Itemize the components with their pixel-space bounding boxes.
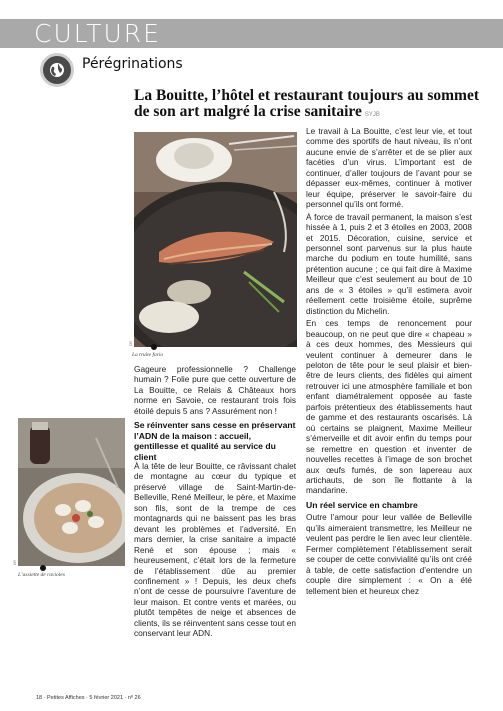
paragraph-tete-bouitte: À la tête de leur Bouitte, ce râvissant chalet de montagne au cœur du typique et préservé village de Saint-Martin-de-Belleville, René Meilleur, le père, et Maxime son fils, sont de la trempe de ces montagnards qui ne baissent pas les bras devant les problèmes et l’adversité. En mars dernier, la crise sanitaire a impacté René et son épouse ; mais « heureusement, c’était lors de la fermeture de l’établissement dûe au premier confinement » ! Depuis, les deux chefs n’ont de cesse de poursuivre l’aventure de leur maison. Et contre vents et marées, ou plutôt tempêtes de neige et absences de clients, ils se réinventent sans cesse tout en conservant leur ADN. xyxy=(134,461,296,639)
globe-glyph xyxy=(49,62,65,78)
rubric-label: Pérégrinations xyxy=(82,56,183,72)
subhead-reinventer: Se réinventer sans cesse en préservant l’ADN de la maison : accueil, gentillesse et qualité au service du client xyxy=(134,420,296,463)
globe-icon xyxy=(40,53,74,87)
photo1-caption-dot xyxy=(151,344,157,350)
section-title: CULTURE xyxy=(34,19,161,48)
article-headline xyxy=(134,88,494,123)
ravioli-photo xyxy=(18,418,125,566)
page-footer: 18 · Petites Affiches · 5 février 2021 · nº 26 xyxy=(36,695,141,701)
paragraph-travail: Le travail à La Bouitte, c’est leur vie, et tout comme des sportifs de haut niveau, ils n’ont aucune envie de s’arrêter et de se plier aux facéties d’un virus. L’important est de continuer, d’aller toujours de l’avant pour se dépasser eux-mêmes, continuer à motiver leur équipe, préserver le savoir-faire du personnel qu’ils ont formé. xyxy=(306,126,472,210)
intro-column xyxy=(134,364,296,465)
photo2-caption: L’assiette de ravioles xyxy=(18,572,65,578)
right-body-column xyxy=(306,126,472,598)
subhead-service-chambre: Un réel service en chambre xyxy=(306,499,418,510)
paragraph-amour-vallee: Outre l’amour pour leur vallée de Belleville qu’ils aimeraient transmettre, les Meilleur ne veulent pas perdre le lien avec leur clientèle. Fermer complètement l’établissement serait se couper de cette convivialité qu’ils ont créé à table, de cette satisfaction d’entendre un couple dire simplement : « On a été tellement bien et heureux chez xyxy=(306,512,472,596)
left-body-column xyxy=(134,461,296,641)
photo2-credit: DR xyxy=(13,559,17,565)
photo2-caption-dot xyxy=(40,565,46,571)
article-byline: SYJB xyxy=(364,112,380,118)
headline-text: La Bouitte, l’hôtel et restaurant toujours au sommet de son art malgré la crise sanitaire xyxy=(134,87,479,120)
paragraph-force-travail: À force de travail permanent, la maison s’est hissée à 1, puis 2 et 3 étoiles en 2003, 2008 et 2015. Décoration, cuisine, service et personnel sont parvenus sur la plus haute marche du podium en toute humilité, sans prétention aucune ; ce qui fait dire à Maxime Meilleur que c’est seulement au bout de 10 ans de « 3 étoiles » qu’il estimera avoir réellement cette troisième étoile, suprême distinction du Michelin. xyxy=(306,211,472,316)
intro-paragraph: Gageure professionnelle ? Challenge humain ? Folie pure que cette ouverture de La Bouitte, ce Relais & Châteaux hors norme en Savoie, ce restaurant trois fois étoilé depuis 5 ans ? Assurément non ! xyxy=(134,364,296,416)
trout-photo xyxy=(134,132,297,347)
photo1-credit: DR xyxy=(129,340,133,346)
ravioli-photo-illustration xyxy=(18,418,125,566)
section-band xyxy=(0,19,503,48)
paragraph-renoncement: En ces temps de renoncement pour beaucoup, on ne peut que dire « chapeau » à ces deux hommes, des Messieurs qui veulent continuer à demeurer dans le peloton de tête pour le seul plaisir et bien-être de leurs clients, des fidèles qui aiment retrouver ici une atmosphère familiale et bon enfant diamétralement opposée au faste parfois prétentieux des établissements haut de gamme et des restaurants oscarisés. Là où certains se plaignent, Maxime Meilleur s’émerveille et dit avoir enfin du temps pour se remettre en question et inventer de nouvelles recettes à l’image de son brochet aux œufs fumés, de son lapereau aux artichauts, de son île flottante à la mandarine. xyxy=(306,318,472,496)
photo1-caption: La truite fario xyxy=(132,352,164,358)
trout-photo-illustration xyxy=(134,132,297,347)
